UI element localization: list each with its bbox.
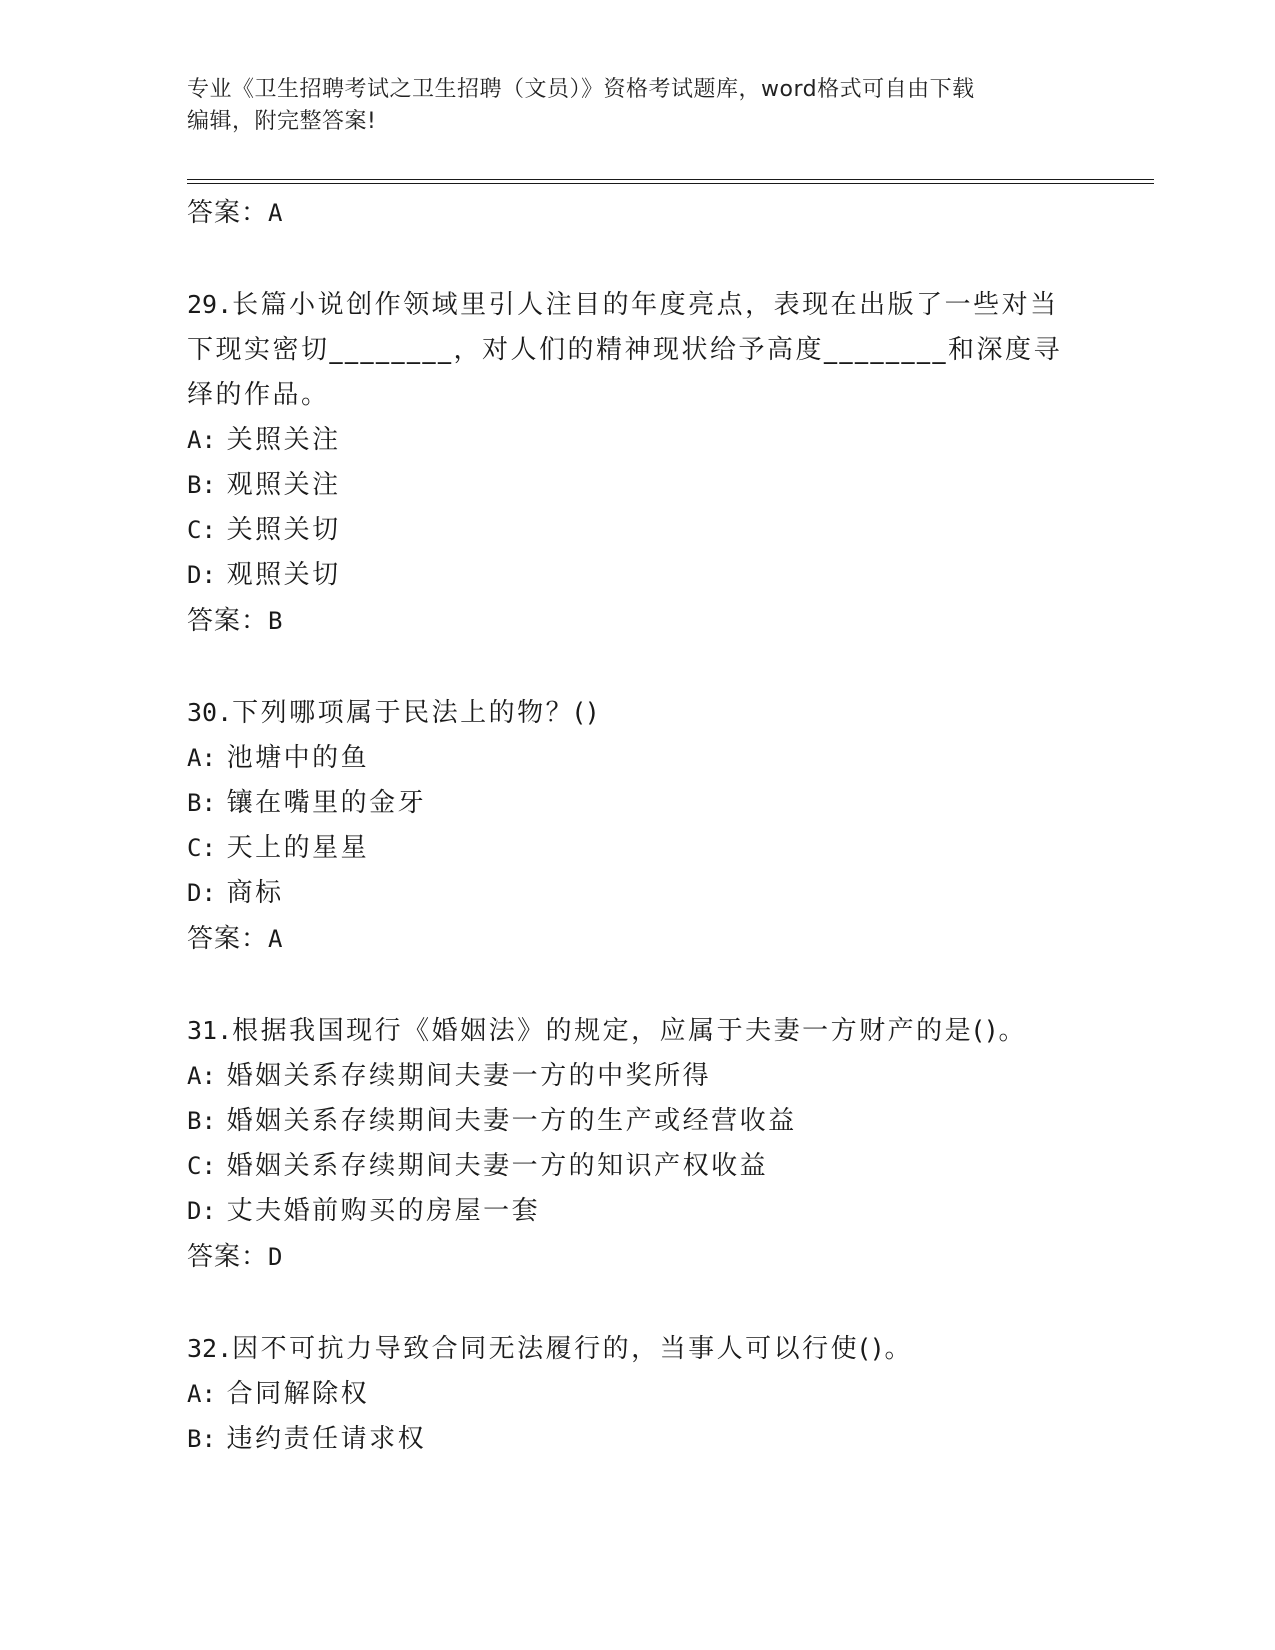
option-c: C: 关照关切: [187, 515, 341, 545]
answer-line: [187, 916, 1087, 962]
question-number: 29.: [187, 290, 233, 319]
answer-value: D: [268, 1243, 283, 1271]
header-rule-bottom: [187, 183, 1154, 184]
question-30: [187, 690, 1087, 962]
question-32: [187, 1326, 1087, 1462]
answer-value: A: [268, 199, 283, 227]
answer-value: A: [268, 925, 283, 953]
option-a: A: 池塘中的鱼: [187, 743, 370, 773]
answer-label: 答案：: [187, 198, 269, 228]
option-b: B: 违约责任请求权: [187, 1424, 427, 1454]
option-b: B: 婚姻关系存续期间夫妻一方的生产或经营收益: [187, 1106, 797, 1136]
answer-line: [187, 190, 1087, 236]
answer-label: 答案：: [187, 606, 269, 636]
option-d: D: 商标: [187, 878, 284, 908]
question-stem-line: 下现实密切________，对人们的精神现状给予高度________和深度寻: [187, 335, 1063, 365]
option-b: B: 观照关注: [187, 470, 341, 500]
question-stem-line: 30.下列哪项属于民法上的物？(): [187, 698, 600, 728]
header-rule-top: [187, 179, 1154, 180]
header-line-2: 编辑，附完整答案!: [187, 109, 377, 134]
answer-label: 答案：: [187, 1242, 269, 1272]
answer-value: B: [268, 607, 283, 635]
question-number: 31.: [187, 1016, 233, 1045]
question-number: 30.: [187, 698, 233, 727]
option-c: C: 天上的星星: [187, 833, 370, 863]
question-stem-line: 绎的作品。: [187, 380, 330, 410]
option-a: A: 婚姻关系存续期间夫妻一方的中奖所得: [187, 1061, 712, 1091]
document-header: [187, 74, 1067, 138]
option-d: D: 丈夫婚前购买的房屋一套: [187, 1196, 541, 1226]
question-31: [187, 1008, 1087, 1280]
question-stem-line: 32.因不可抗力导致合同无法履行的，当事人可以行使()。: [187, 1334, 913, 1364]
answer-label: 答案：: [187, 924, 269, 954]
option-c: C: 婚姻关系存续期间夫妻一方的知识产权收益: [187, 1151, 769, 1181]
answer-line: [187, 1234, 1087, 1280]
option-a: A: 合同解除权: [187, 1379, 370, 1409]
question-number: 32.: [187, 1334, 233, 1363]
header-line-1: 专业《卫生招聘考试之卫生招聘（文员）》资格考试题库，word格式可自由下载: [187, 77, 975, 102]
question-stem-line: 31.根据我国现行《婚姻法》的规定，应属于夫妻一方财产的是()。: [187, 1016, 1027, 1046]
option-a: A: 关照关注: [187, 425, 341, 455]
question-stem-line: 29.长篇小说创作领域里引人注目的年度亮点，表现在出版了一些对当: [187, 290, 1059, 320]
option-d: D: 观照关切: [187, 560, 341, 590]
question-list: [187, 190, 1087, 1462]
question-29: [187, 282, 1087, 644]
option-b: B: 镶在嘴里的金牙: [187, 788, 427, 818]
answer-line: [187, 598, 1087, 644]
